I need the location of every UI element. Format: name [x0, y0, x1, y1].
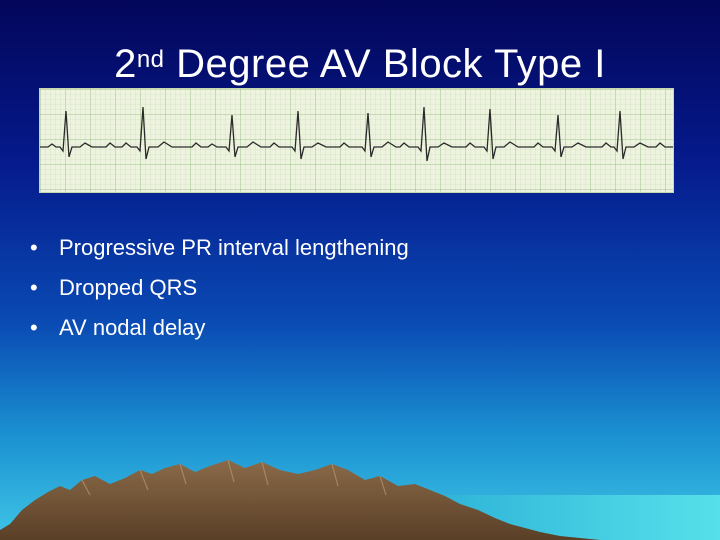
bullet-text: Dropped QRS	[59, 275, 198, 300]
bullet-text: AV nodal delay	[59, 315, 206, 340]
mountain-range-illustration	[0, 440, 720, 540]
bullet-glyph: •	[30, 235, 38, 260]
slide-title	[0, 38, 720, 90]
ecg-grid	[40, 89, 673, 192]
bullet-item	[30, 308, 670, 348]
title-superscript: nd	[136, 46, 165, 73]
ecg-strip-image	[40, 89, 673, 192]
title-number: 2	[114, 42, 137, 86]
bullet-item	[30, 228, 670, 268]
bullet-glyph: •	[30, 275, 38, 300]
bullet-item	[30, 268, 670, 308]
title-text: Degree AV Block Type I	[164, 42, 606, 86]
bullet-list	[30, 228, 670, 348]
bullet-text: Progressive PR interval lengthening	[59, 235, 409, 260]
bullet-glyph: •	[30, 315, 38, 340]
ecg-strip-svg	[40, 89, 673, 192]
